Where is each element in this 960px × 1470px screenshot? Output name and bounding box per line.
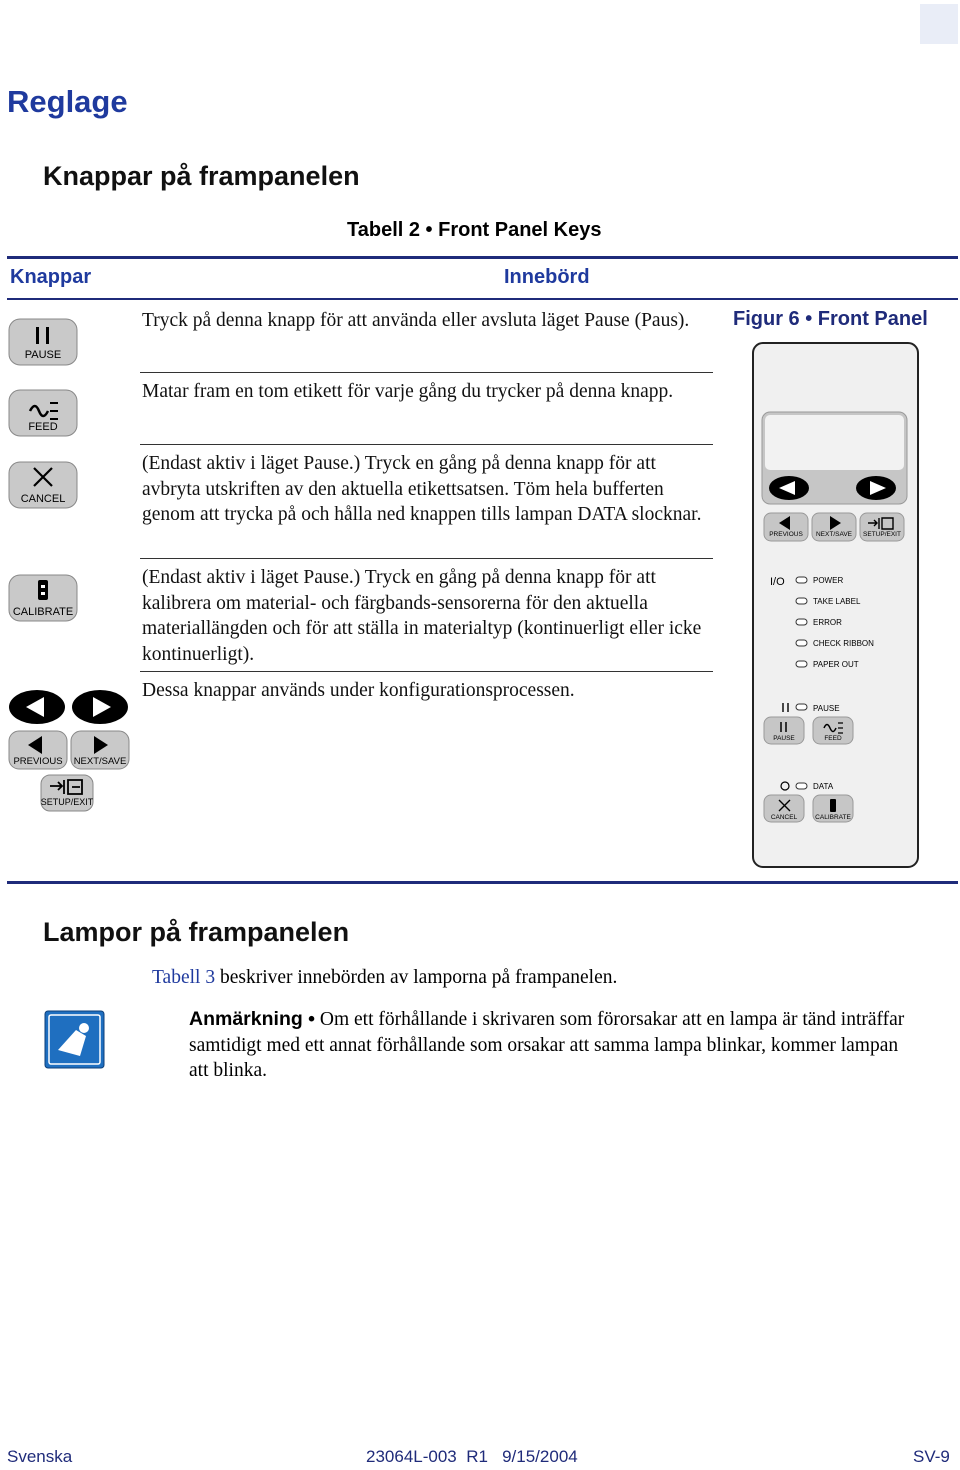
table-3-link[interactable]: Tabell 3: [152, 967, 216, 988]
svg-text:DATA: DATA: [813, 782, 834, 791]
indicator-light: [796, 640, 807, 646]
table-top-rule: [7, 256, 958, 259]
svg-text:SETUP/EXIT: SETUP/EXIT: [863, 531, 901, 538]
lamps-title: Lampor på frampanelen: [43, 917, 350, 947]
svg-text:SETUP/EXIT: SETUP/EXIT: [40, 797, 94, 807]
indicator-label: PAPER OUT: [813, 660, 859, 669]
row-divider: [140, 671, 713, 672]
row-divider: [140, 372, 713, 373]
svg-text:PAUSE: PAUSE: [813, 704, 840, 713]
subsection-title: Knappar på frampanelen: [43, 161, 360, 191]
table-caption: Tabell 2 • Front Panel Keys: [347, 219, 602, 241]
table-row-calibrate-text: (Endast aktiv i läget Pause.) Tryck en gång på denna knapp för att kalibrera om material- och färgbands-sensorerna för den aktuella materiallängden och för att ställa in materialtyp (kontinuerligt eller icke kontinuerligt).: [142, 567, 702, 665]
indicator-label: ERROR: [813, 618, 842, 627]
indicator-light: [796, 619, 807, 625]
svg-text:I/O: I/O: [770, 576, 785, 588]
indicator-light: [796, 661, 807, 667]
note-hand-icon: [44, 1010, 106, 1070]
fig-pause-button: [764, 717, 804, 744]
pause-key-icon: [8, 318, 80, 368]
svg-text:CANCEL: CANCEL: [770, 814, 798, 821]
svg-text:PREVIOUS: PREVIOUS: [13, 756, 63, 767]
note: [189, 1007, 909, 1084]
row-divider: [140, 558, 713, 559]
fig-calibrate-button: [813, 795, 853, 822]
column-header-meaning: Innebörd: [504, 266, 590, 288]
table-header-rule: [7, 298, 958, 300]
note-text: Om ett förhållande i skrivaren som förorsakar att en lampa är tänd inträffar samtidigt med ett annat förhållande som orsakar att samma lampa blinkar, kommer lampan att blinka.: [189, 1009, 905, 1081]
fig-previous-button: [764, 513, 808, 541]
cancel-key-icon: [8, 461, 80, 511]
table-row-pause-text: Tryck på denna knapp för att använda eller avsluta läget Pause (Paus).: [142, 310, 690, 331]
svg-text:PAUSE: PAUSE: [24, 349, 62, 361]
fig-feed-button: [813, 717, 853, 744]
indicator-label: CHECK RIBBON: [813, 639, 874, 648]
previous-next-keys-icon: [8, 730, 133, 770]
note-label: Anmärkning •: [189, 1008, 316, 1030]
setup-exit-key-icon: [40, 774, 96, 812]
svg-text:PAUSE: PAUSE: [773, 735, 795, 742]
feed-key-icon: [8, 389, 80, 439]
lamps-intro: Tabell 3 beskriver innebörden av lamporna på frampanelen.: [152, 967, 618, 988]
indicator-label: TAKE LABEL: [813, 597, 861, 606]
footer-language: Svenska: [7, 1447, 73, 1466]
figure-title: Figur 6 • Front Panel: [733, 308, 928, 330]
indicator-light: [796, 598, 807, 604]
footer-doc: 23064L-003 R1 9/15/2004: [366, 1447, 578, 1466]
section-title: Reglage: [7, 84, 128, 119]
fig-cancel-button: [764, 795, 804, 822]
svg-text:CALIBRATE: CALIBRATE: [815, 814, 851, 821]
section-divider: [7, 881, 958, 884]
svg-text:NEXT/SAVE: NEXT/SAVE: [73, 756, 127, 767]
fig-next-button: [812, 513, 856, 541]
front-panel-figure: [750, 340, 922, 870]
svg-text:CALIBRATE: CALIBRATE: [12, 606, 74, 618]
column-header-keys: Knappar: [10, 266, 92, 288]
lcd-display: [765, 415, 904, 470]
fig-setup-button: [860, 513, 904, 541]
indicator-label: POWER: [813, 576, 844, 585]
svg-text:NEXT/SAVE: NEXT/SAVE: [815, 531, 853, 538]
page-corner-tab: [920, 4, 958, 44]
table-row-cancel-text: (Endast aktiv i läget Pause.) Tryck en gång på denna knapp för att avbryta utskriften av den aktuella etikettsatsen. Töm hela bufferten genom att trycka på och hålla ned knappen tills lampan DATA slocknar.: [142, 453, 702, 525]
svg-text:FEED: FEED: [28, 421, 58, 433]
svg-text:PREVIOUS: PREVIOUS: [769, 531, 803, 538]
row-divider: [140, 444, 713, 445]
footer-page: SV-9: [913, 1447, 950, 1466]
indicator-light: [796, 577, 807, 583]
calibrate-key-icon: [8, 574, 80, 624]
arrow-keys-icon: [8, 688, 133, 726]
svg-text:FEED: FEED: [824, 735, 842, 742]
svg-text:CANCEL: CANCEL: [20, 493, 66, 505]
table-row-nav-text: Dessa knappar används under konfigurationsprocessen.: [142, 680, 575, 701]
table-row-feed-text: Matar fram en tom etikett för varje gång du trycker på denna knapp.: [142, 381, 674, 402]
